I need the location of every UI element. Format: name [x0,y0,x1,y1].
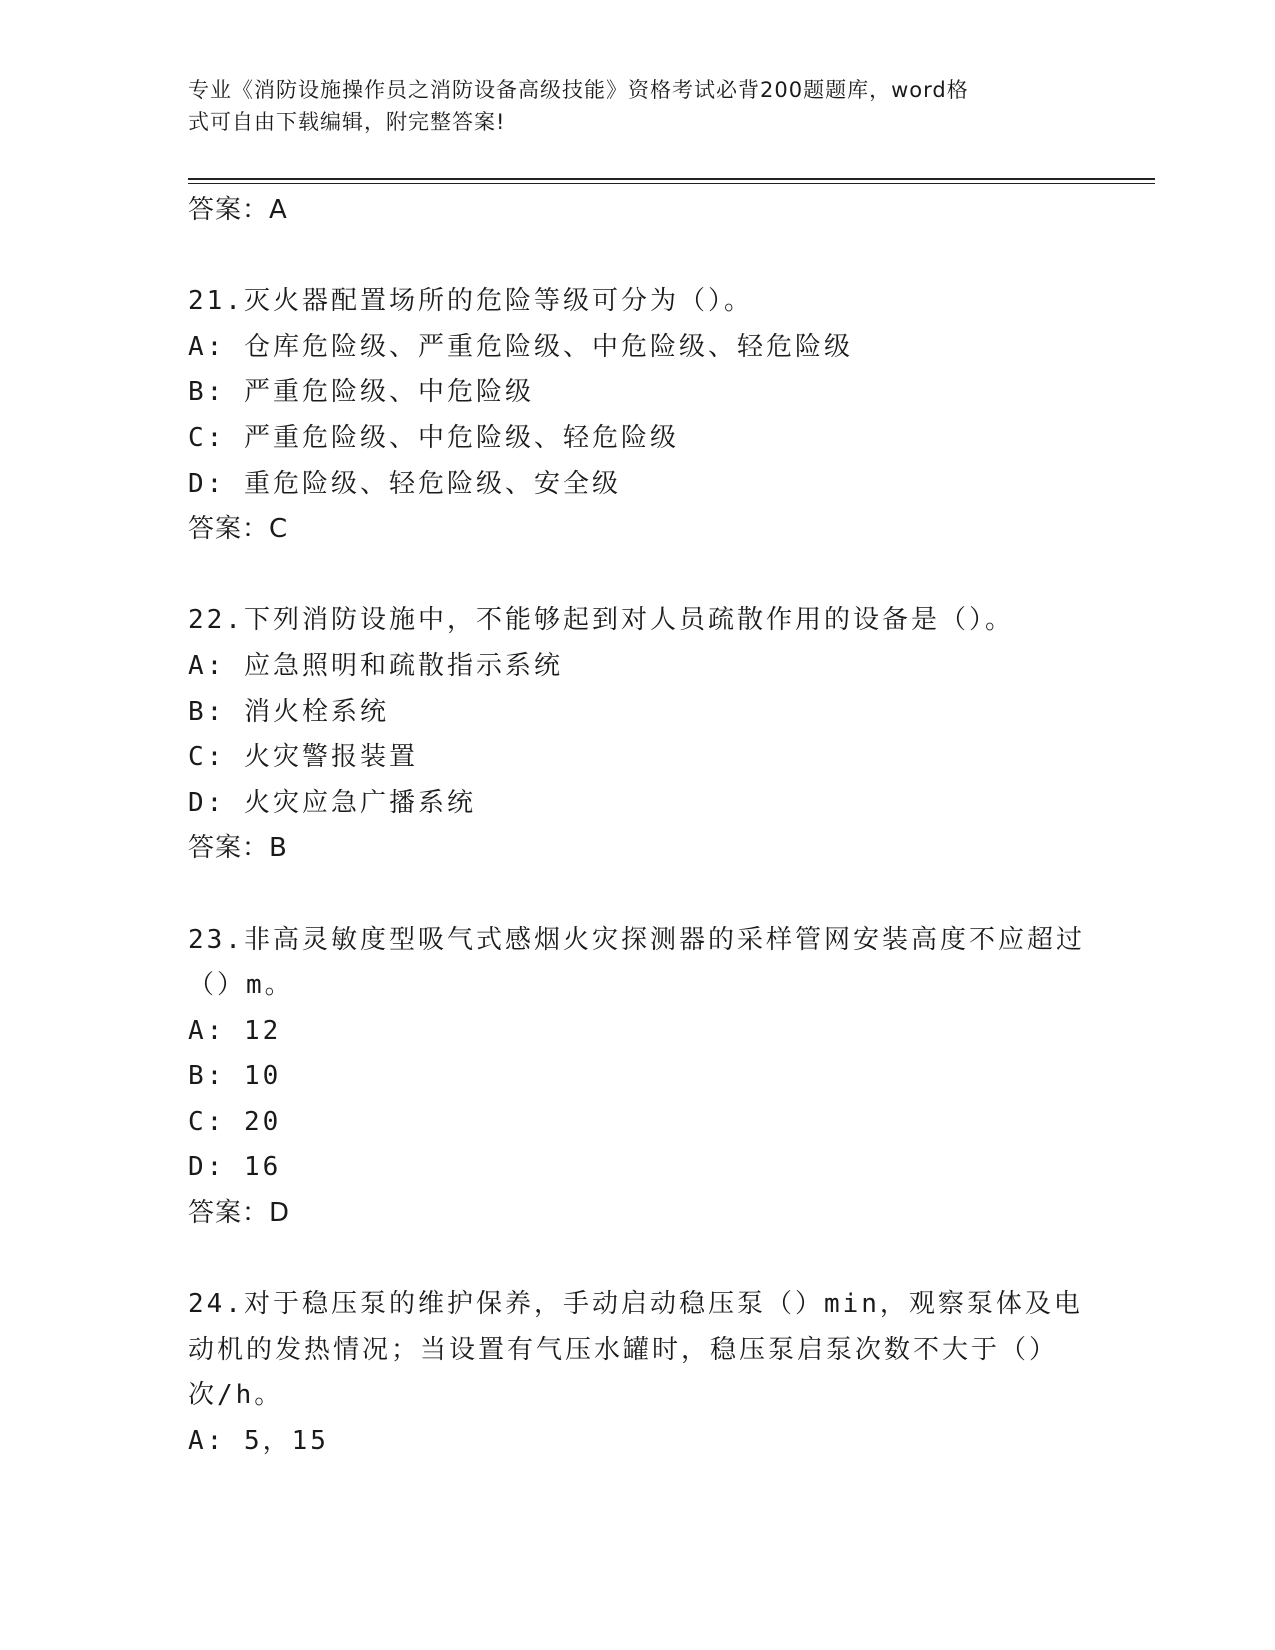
question-21 [188,279,1088,553]
option-a: A: 12 [188,1015,282,1046]
question-stem-line-1: 24.对于稳压泵的维护保养，手动启动稳压泵（）min，观察泵体及电 [188,1289,1083,1320]
question-24 [188,1282,1088,1464]
option-c: C: 严重危险级、中危险级、轻危险级 [188,422,679,453]
spacer [188,234,1088,280]
answer: 答案：D [188,1198,291,1229]
option-b: B: 10 [188,1061,282,1092]
spacer [188,872,1088,918]
previous-answer: 答案：A [188,195,288,225]
option-a: A: 5，15 [188,1426,329,1457]
option-d: D: 重危险级、轻危险级、安全级 [188,468,621,499]
answer: 答案：B [188,833,288,864]
option-c: C: 火灾警报装置 [188,742,418,773]
question-stem: 22.下列消防设施中，不能够起到对人员疏散作用的设备是（）。 [188,605,1014,636]
answer: 答案：C [188,514,289,545]
spacer [188,553,1088,599]
option-a: A: 仓库危险级、严重危险级、中危险级、轻危险级 [188,331,853,362]
header-divider-thin [188,183,1155,184]
question-stem-line-2: （）m。 [188,970,294,1001]
option-d: D: 火灾应急广播系统 [188,787,476,818]
option-a: A: 应急照明和疏散指示系统 [188,650,563,681]
option-c: C: 20 [188,1106,282,1137]
question-stem: 21.灭火器配置场所的危险等级可分为（）。 [188,286,753,317]
question-22 [188,598,1088,872]
document-header [188,74,1068,138]
option-d: D: 16 [188,1152,282,1183]
header-divider-thick [188,178,1155,180]
option-b: B: 消火栓系统 [188,696,389,727]
question-stem-line-1: 23.非高灵敏度型吸气式感烟火灾探测器的采样管网安装高度不应超过 [188,924,1085,955]
spacer [188,1237,1088,1283]
header-line-2: 式可自由下载编辑，附完整答案! [188,110,506,134]
question-stem-line-3: 次/h。 [188,1380,284,1411]
question-list [188,188,1088,1465]
question-23 [188,918,1088,1237]
question-stem-line-2: 动机的发热情况；当设置有气压水罐时，稳压泵启泵次数不大于（） [188,1334,1059,1365]
option-b: B: 严重危险级、中危险级 [188,377,534,408]
header-line-1: 专业《消防设施操作员之消防设备高级技能》资格考试必背200题题库，word格 [188,78,969,102]
